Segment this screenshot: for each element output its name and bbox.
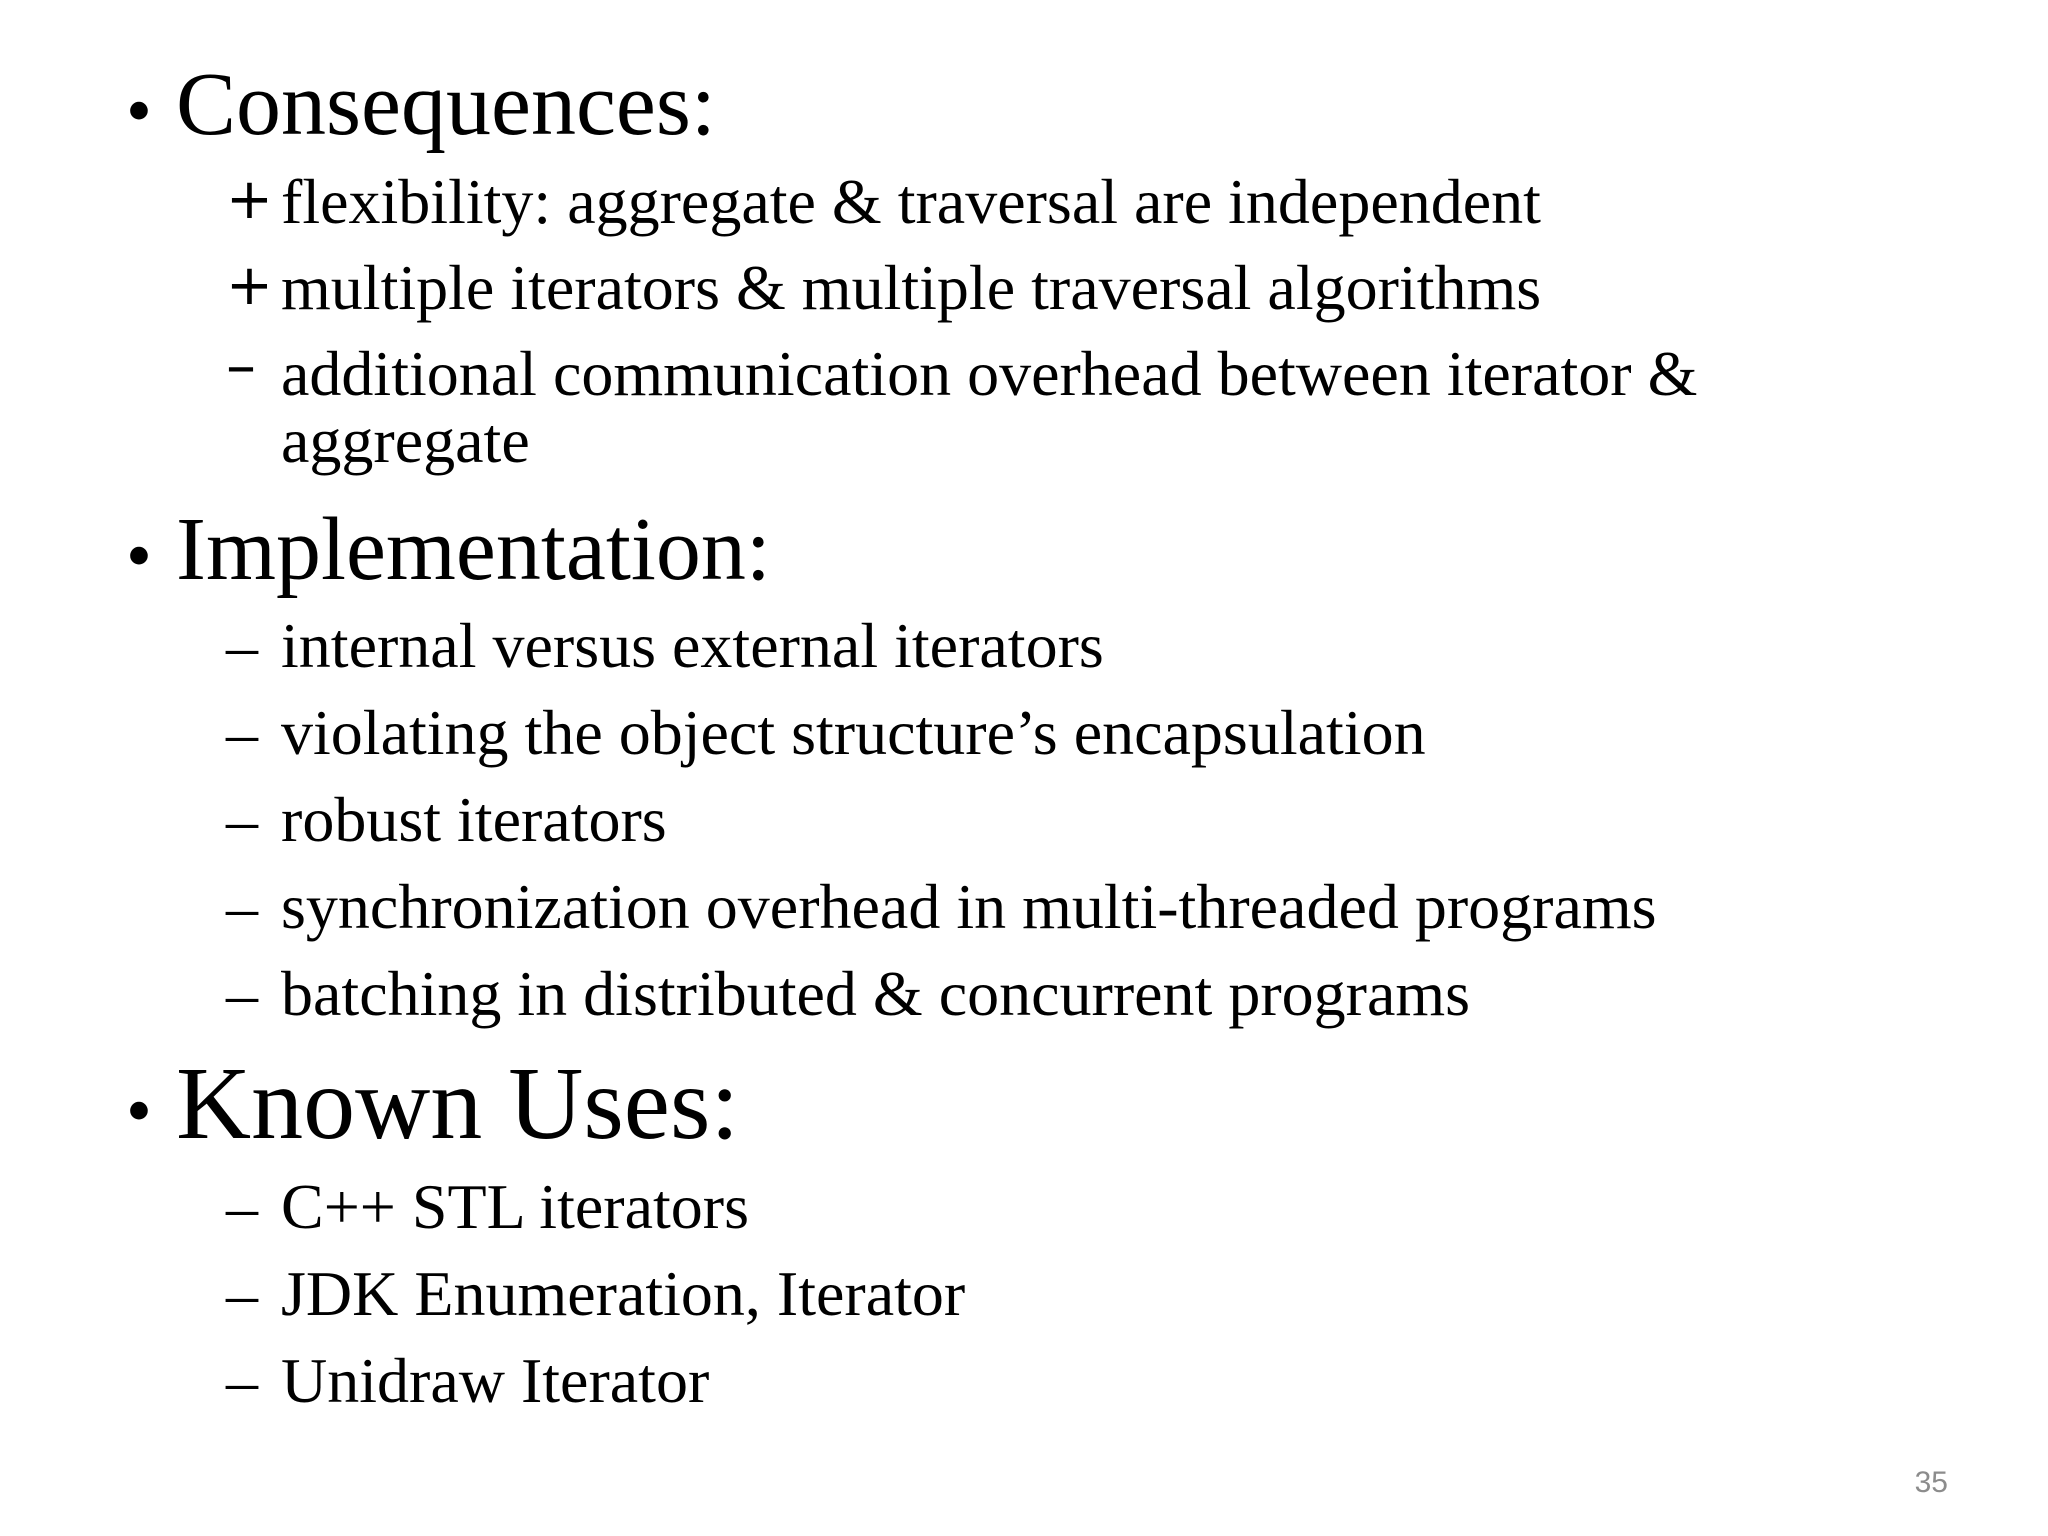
heading-known-uses: Known Uses: [176, 1046, 740, 1161]
page-number: 35 [1914, 1466, 1948, 1499]
plus-icon: + [226, 167, 273, 232]
list-item-text: robust iterators [281, 784, 667, 855]
dash-icon: – [226, 871, 258, 942]
list-item-text: multiple iterators & multiple traversal algorithms [281, 252, 1542, 323]
dash-icon: – [226, 697, 258, 768]
list-item-text: Unidraw Iterator [281, 1345, 710, 1416]
list-item-text: flexibility: aggregate & traversal are independent [281, 166, 1541, 237]
list-item-text: internal versus external iterators [281, 610, 1104, 681]
dash-icon: – [226, 958, 258, 1029]
bullet-icon: • [126, 515, 152, 597]
list-item-text: JDK Enumeration, Iterator [281, 1258, 966, 1329]
list-item-text-continuation: aggregate [281, 405, 530, 476]
bullet-icon: • [126, 70, 152, 152]
plus-icon: + [226, 253, 273, 318]
dash-icon: – [226, 610, 258, 681]
list-item-text: C++ STL iterators [281, 1171, 749, 1242]
list-item-text: batching in distributed & concurrent programs [281, 958, 1471, 1029]
dash-icon: – [226, 1171, 258, 1242]
list-item-text: violating the object structure’s encapsulation [281, 697, 1426, 768]
heading-consequences: Consequences: [176, 55, 716, 154]
minus-icon: – [226, 331, 256, 401]
list-item-text: synchronization overhead in multi-threaded programs [281, 871, 1657, 942]
bullet-icon: • [126, 1070, 152, 1152]
dash-icon: – [226, 1345, 258, 1416]
dash-icon: – [226, 1258, 258, 1329]
heading-implementation: Implementation: [176, 500, 771, 599]
dash-icon: – [226, 784, 258, 855]
list-item-text: additional communication overhead between iterator & [281, 338, 1698, 409]
